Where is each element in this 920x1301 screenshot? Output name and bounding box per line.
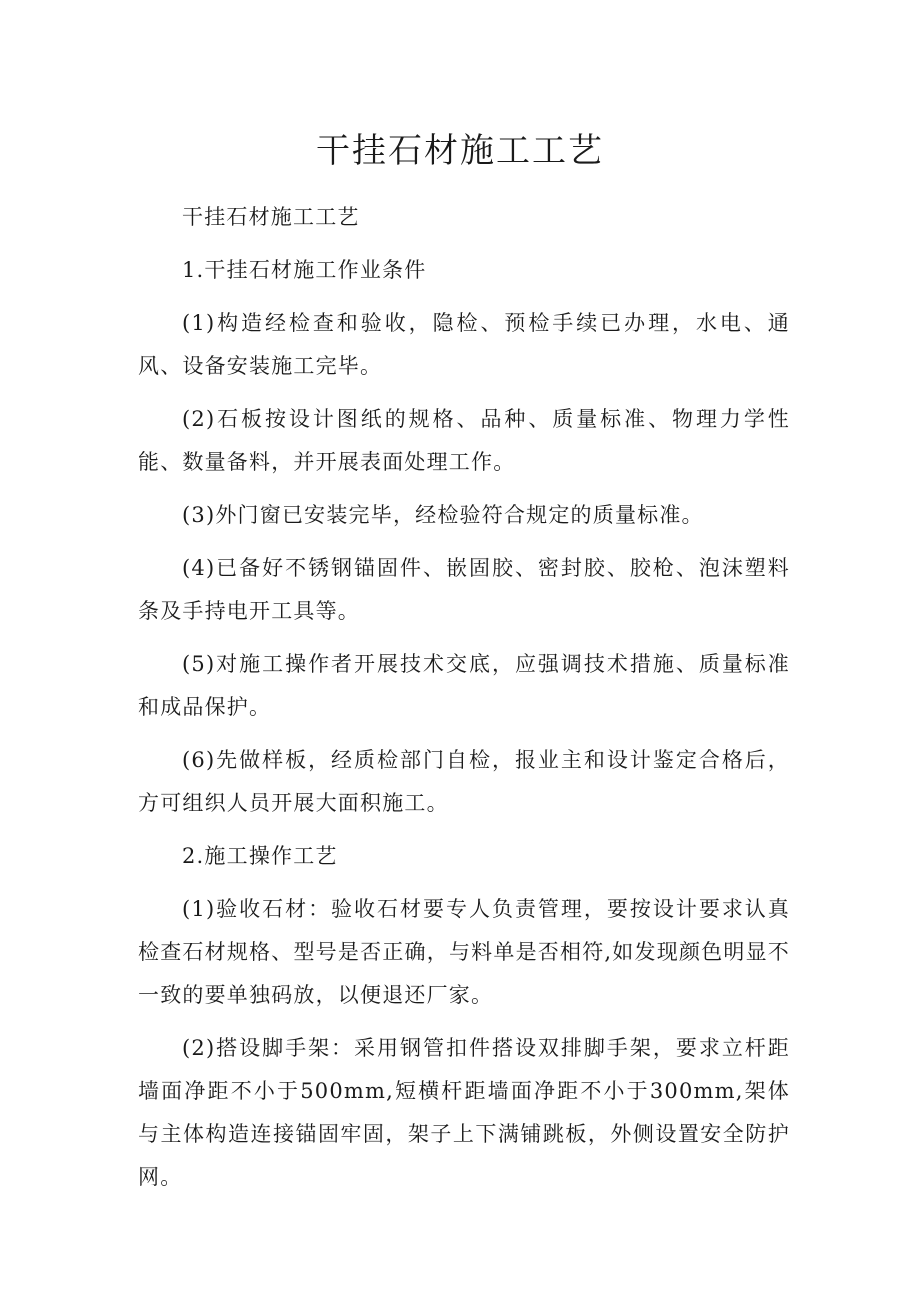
paragraph-step-2: (2)搭设脚手架：采用钢管扣件搭设双排脚手架，要求立杆距墙面净距不小于500mm,短横杆距墙面净距不小于300mm,架体与主体构造连接锚固牢固，架子上下满铺跳板，外侧设置安全防护网。 bbox=[138, 1036, 790, 1189]
paragraph-condition-6: (6)先做样板，经质检部门自检，报业主和设计鉴定合格后，方可组织人员开展大面积施工。 bbox=[138, 748, 790, 815]
section-heading-1: 1.干挂石材施工作业条件 bbox=[182, 258, 427, 282]
document-body bbox=[138, 196, 790, 1209]
paragraph-condition-3: (3)外门窗已安装完毕，经检验符合规定的质量标准。 bbox=[182, 503, 704, 527]
paragraph-condition-5: (5)对施工操作者开展技术交底，应强调技术措施、质量标准和成品保护。 bbox=[138, 652, 790, 719]
paragraph-condition-4: (4)已备好不锈钢锚固件、嵌固胶、密封胶、胶枪、泡沫塑料条及手持电开工具等。 bbox=[138, 556, 790, 623]
page-title: 干挂石材施工工艺 bbox=[316, 131, 604, 171]
paragraph-condition-2: (2)石板按设计图纸的规格、品种、质量标准、物理力学性能、数量备料，并开展表面处理工作。 bbox=[138, 407, 790, 474]
paragraph-step-1: (1)验收石材：验收石材要专人负责管理，要按设计要求认真检查石材规格、型号是否正确，与料单是否相符,如发现颜色明显不一致的要单独码放，以便退还厂家。 bbox=[138, 897, 790, 1007]
section-heading-2: 2.施工操作工艺 bbox=[182, 844, 338, 868]
subtitle-paragraph: 干挂石材施工工艺 bbox=[182, 205, 360, 229]
paragraph-condition-1: (1)构造经检查和验收，隐检、预检手续已办理，水电、通风、设备安装施工完毕。 bbox=[138, 311, 790, 378]
